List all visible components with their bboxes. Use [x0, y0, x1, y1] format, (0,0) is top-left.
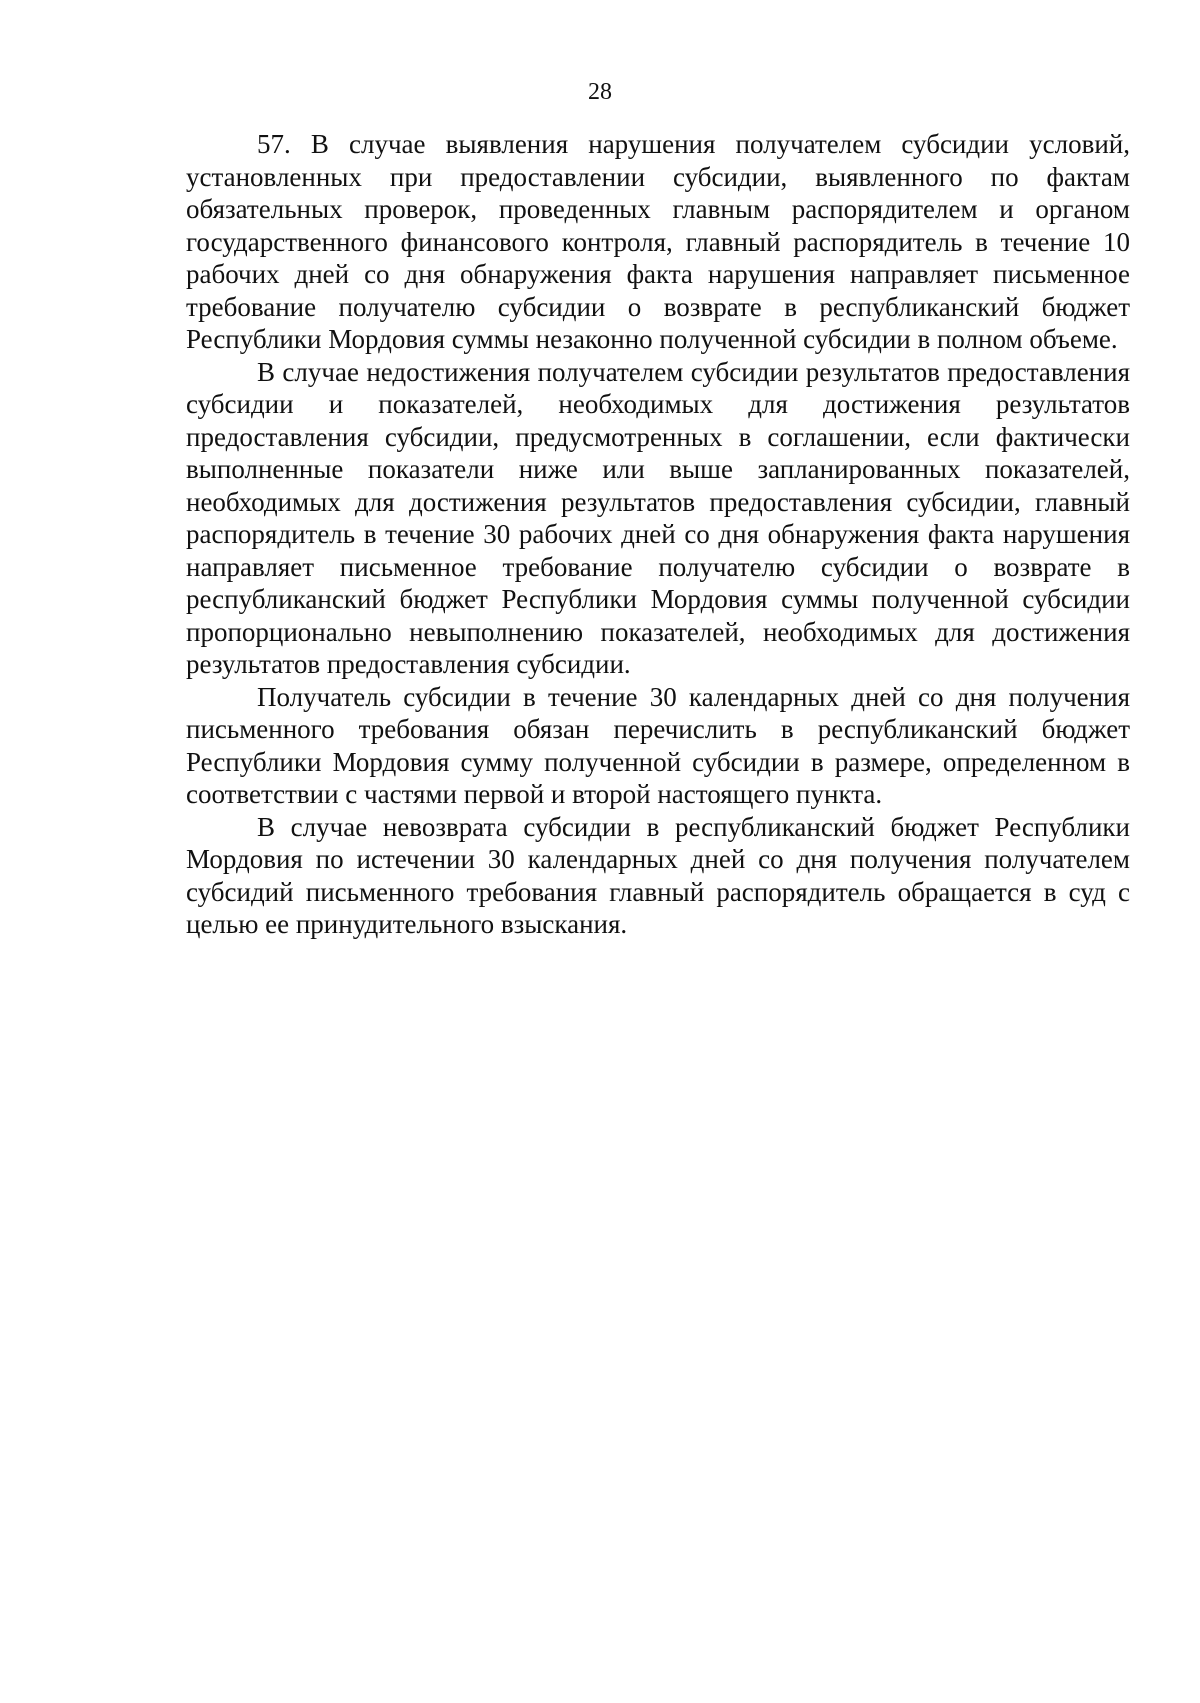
paragraph-57: 57. В случае выявления нарушения получателем субсидии условий, установленных при предоставлении субсидии, выявленного по фактам обязательных проверок, проведенных главным распорядителем и органом государственного финансового контроля, главный распорядитель в течение 10 рабочих дней со дня обнаружения факта нарушения направляет письменное требование получателю субсидии о возврате в республиканский бюджет Республики Мордовия суммы незаконно полученной субсидии в полном объеме.	[186, 129, 1130, 354]
page-number: 28	[588, 79, 612, 105]
paragraph-court-recovery: В случае невозврата субсидии в республиканский бюджет Республики Мордовия по истечении 30 календарных дней со дня получения получателем субсидий письменного требования главный распорядитель обращается в суд с целью ее принудительного взыскания.	[186, 811, 1130, 939]
document-body	[186, 128, 1130, 941]
paragraph-underachievement: В случае недостижения получателем субсидии результатов предоставления субсидии и показателей, необходимых для достижения результатов предоставления субсидии, предусмотренных в соглашении, если фактически выполненные показатели ниже или выше запланированных показателей, необходимых для достижения результатов предоставления субсидии, главный распорядитель в течение 30 рабочих дней со дня обнаружения факта нарушения направляет письменное требование получателю субсидии о возврате в республиканский бюджет Республики Мордовия суммы полученной субсидии пропорционально невыполнению показателей, необходимых для достижения результатов предоставления субсидии.	[186, 356, 1130, 679]
paragraph-repayment-obligation: Получатель субсидии в течение 30 календарных дней со дня получения письменного требования обязан перечислить в республиканский бюджет Республики Мордовия сумму полученной субсидии в размере, определенном в соответствии с частями первой и второй настоящего пункта.	[186, 681, 1130, 809]
